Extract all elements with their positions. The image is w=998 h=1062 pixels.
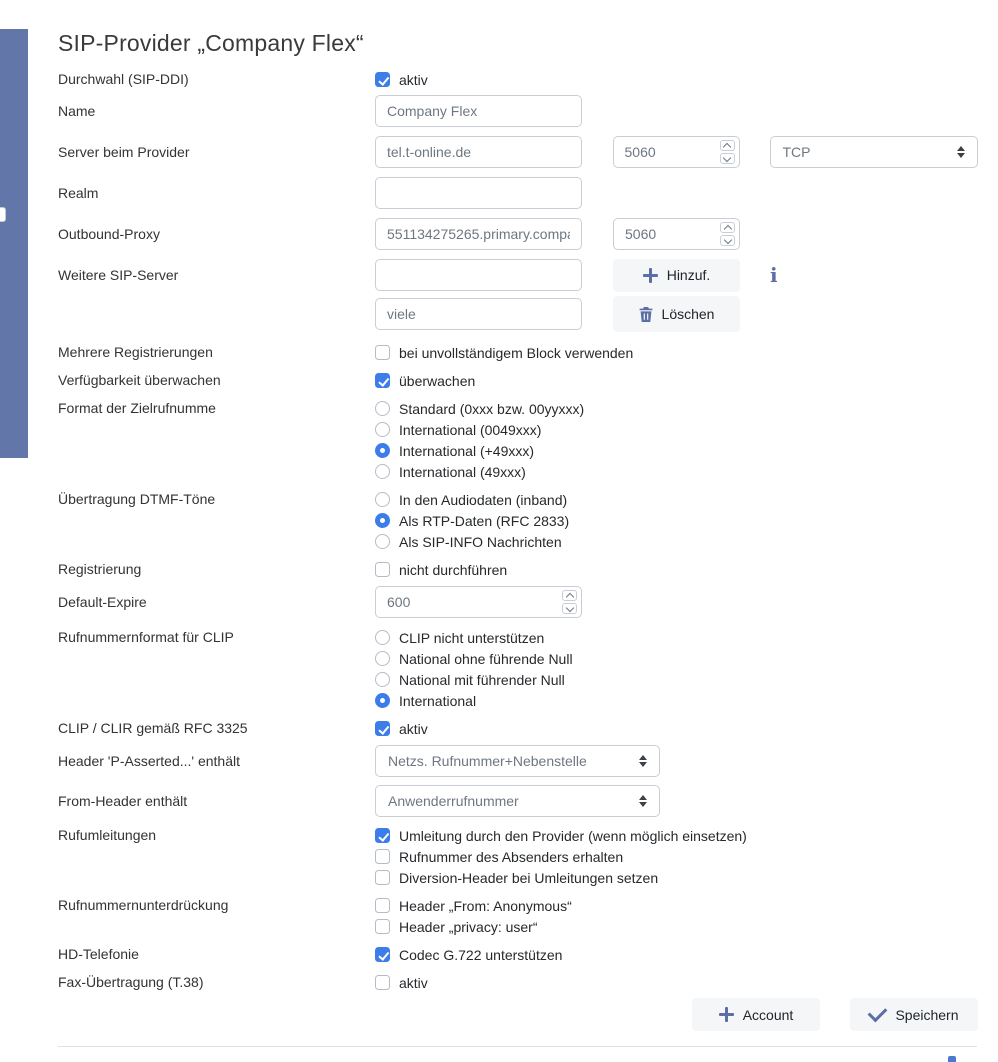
server-protocol-select[interactable] <box>770 136 979 168</box>
registration-label: Registrierung <box>58 561 142 577</box>
spin-down-icon[interactable] <box>562 603 577 614</box>
checkbox-option[interactable] <box>375 846 747 867</box>
clip-format-options <box>375 627 573 711</box>
spin-down-icon[interactable] <box>720 153 735 164</box>
form-row-p-asserted <box>58 745 978 777</box>
radio-option-label: Als SIP-INFO Nachrichten <box>399 533 562 550</box>
outbound-proxy-port-spinner <box>720 222 735 246</box>
hd-telephony-option[interactable] <box>375 944 562 965</box>
radio-option-label: Als RTP-Daten (RFC 2833) <box>399 512 570 529</box>
radio-option[interactable] <box>375 440 584 461</box>
form-row-hd-telephony <box>58 944 978 965</box>
checkmark-icon <box>868 1002 888 1022</box>
call-forwarding-options <box>375 825 747 888</box>
from-header-value: Anwenderrufnummer <box>388 793 519 809</box>
name-label: Name <box>58 103 96 119</box>
account-button-label: Account <box>742 1006 794 1023</box>
cutoff-element-bottom <box>948 1056 956 1062</box>
radio-option[interactable] <box>375 489 569 510</box>
form-row-realm <box>58 177 978 209</box>
call-forwarding-label: Rufumleitungen <box>58 827 157 843</box>
form-row-availability <box>58 370 978 391</box>
availability-label: Verfügbarkeit überwachen <box>58 372 221 388</box>
radio-option[interactable] <box>375 627 573 648</box>
p-asserted-select[interactable] <box>375 745 660 777</box>
radio-control[interactable] <box>375 672 390 687</box>
radio-option-label: CLIP nicht unterstützen <box>399 629 545 646</box>
dtmf-label: Übertragung DTMF-Töne <box>58 491 216 507</box>
form-row-from-header <box>58 785 978 817</box>
form-row-call-forwarding <box>58 825 978 888</box>
radio-option-label: International <box>399 692 477 709</box>
registration-option[interactable] <box>375 559 507 580</box>
radio-control[interactable] <box>375 401 390 416</box>
form-row-name <box>58 95 978 127</box>
sidebar-collapse-handle[interactable] <box>0 207 6 222</box>
spin-up-icon[interactable] <box>720 140 735 151</box>
radio-option-label: International (49xxx) <box>399 463 526 480</box>
ddi-label: Durchwahl (SIP-DDI) <box>58 71 189 87</box>
availability-checkbox[interactable] <box>375 373 390 388</box>
server-port-spinner <box>720 140 735 164</box>
availability-option[interactable] <box>375 370 475 391</box>
form-row-dtmf <box>58 489 978 552</box>
multi-registration-checkbox[interactable] <box>375 345 390 360</box>
radio-option-label: In den Audiodaten (inband) <box>399 491 568 508</box>
sidebar-sliver[interactable] <box>0 29 28 458</box>
checkbox-option[interactable] <box>375 916 572 937</box>
checkbox-option-label: Rufnummer des Absenders erhalten <box>399 848 624 865</box>
radio-option[interactable] <box>375 461 584 482</box>
fax-option[interactable] <box>375 972 428 993</box>
ddi-option-label: aktiv <box>399 71 428 88</box>
realm-input[interactable] <box>375 177 582 209</box>
outbound-proxy-port-field <box>613 218 740 250</box>
checkbox-control[interactable] <box>375 828 390 843</box>
registration-checkbox[interactable] <box>375 562 390 577</box>
fax-option-label: aktiv <box>399 974 428 991</box>
radio-control[interactable] <box>375 651 390 666</box>
form-row-outbound-proxy <box>58 218 978 250</box>
save-button-label: Speichern <box>895 1006 959 1023</box>
radio-control[interactable] <box>375 630 390 645</box>
default-expire-field <box>375 586 582 618</box>
rfc3325-option[interactable] <box>375 718 428 739</box>
select-updown-icon <box>639 795 647 807</box>
server-protocol-value: TCP <box>782 144 811 160</box>
default-expire-label: Default-Expire <box>58 594 147 610</box>
select-updown-icon <box>639 755 647 767</box>
radio-option-label: International (+49xxx) <box>399 442 535 459</box>
radio-control[interactable] <box>375 492 390 507</box>
name-input[interactable] <box>375 95 582 127</box>
server-label: Server beim Provider <box>58 144 190 160</box>
availability-option-label: überwachen <box>399 372 476 389</box>
clip-format-label: Rufnummernformat für CLIP <box>58 629 234 645</box>
dest-number-format-label: Format der Zielrufnumme <box>58 400 216 416</box>
form-row-multi-registration <box>58 342 978 363</box>
account-button[interactable] <box>692 998 820 1031</box>
ddi-option[interactable] <box>375 69 428 90</box>
realm-label: Realm <box>58 185 99 201</box>
hd-telephony-label: HD-Telefonie <box>58 946 139 962</box>
checkbox-option[interactable] <box>375 867 747 888</box>
form-row-more-servers-new <box>58 259 978 291</box>
checkbox-option-label: Header „privacy: user“ <box>399 918 538 935</box>
default-expire-input[interactable] <box>375 586 582 618</box>
form-row-more-servers-existing <box>58 298 978 330</box>
radio-option-label: Standard (0xxx bzw. 00yyxxx) <box>399 400 585 417</box>
page-title: SIP-Provider „Company Flex“ <box>58 30 364 56</box>
default-expire-spinner <box>562 590 577 614</box>
p-asserted-label: Header 'P-Asserted...' enthält <box>58 753 240 769</box>
from-header-label: From-Header enthält <box>58 793 188 809</box>
multi-registration-option-label: bei unvollständigem Block verwenden <box>399 344 634 361</box>
spin-down-icon[interactable] <box>720 235 735 246</box>
delete-server-button[interactable] <box>613 296 740 332</box>
checkbox-control[interactable] <box>375 919 390 934</box>
checkbox-option-label: Diversion-Header bei Umleitungen setzen <box>399 869 659 886</box>
p-asserted-value: Netzs. Rufnummer+Nebenstelle <box>388 753 587 769</box>
server-host-input[interactable] <box>375 136 582 168</box>
radio-option-label: National ohne führende Null <box>399 650 573 667</box>
outbound-proxy-label: Outbound-Proxy <box>58 226 160 242</box>
checkbox-control[interactable] <box>375 898 390 913</box>
form-row-fax <box>58 972 978 993</box>
rfc3325-checkbox[interactable] <box>375 721 390 736</box>
spin-up-icon[interactable] <box>562 590 577 601</box>
radio-option[interactable] <box>375 398 584 419</box>
hd-telephony-option-label: Codec G.722 unterstützen <box>399 946 563 963</box>
radio-option[interactable] <box>375 531 569 552</box>
radio-control[interactable] <box>375 534 390 549</box>
trash-icon <box>639 307 653 322</box>
dest-number-format-options <box>375 398 584 482</box>
more-servers-label: Weitere SIP-Server <box>58 267 179 283</box>
outbound-proxy-input[interactable] <box>375 218 582 250</box>
server-port-field <box>613 136 740 168</box>
form-row-registration <box>58 559 978 580</box>
add-server-button-label: Hinzuf. <box>666 267 711 283</box>
fax-checkbox[interactable] <box>375 975 390 990</box>
checkbox-option-label: Umleitung durch den Provider (wenn möglich einsetzen) <box>399 827 747 844</box>
radio-option[interactable] <box>375 690 573 711</box>
ddi-checkbox[interactable] <box>375 72 390 87</box>
plus-icon <box>643 268 658 283</box>
radio-option[interactable] <box>375 669 573 690</box>
checkbox-option[interactable] <box>375 825 747 846</box>
radio-option-label: National mit führender Null <box>399 671 565 688</box>
radio-control[interactable] <box>375 513 390 528</box>
checkbox-control[interactable] <box>375 870 390 885</box>
radio-control[interactable] <box>375 693 390 708</box>
radio-option-label: International (0049xxx) <box>399 421 542 438</box>
radio-control[interactable] <box>375 422 390 437</box>
plus-icon <box>719 1007 734 1022</box>
form-row-clip-format <box>58 627 978 711</box>
info-icon[interactable]: i <box>770 263 778 287</box>
more-servers-new-input[interactable] <box>375 259 582 291</box>
form-row-rfc3325 <box>58 718 978 739</box>
fax-label: Fax-Übertragung (T.38) <box>58 974 204 990</box>
sip-provider-form <box>58 30 978 1047</box>
form-row-dest-number-format <box>58 398 978 482</box>
multi-registration-option[interactable] <box>375 342 633 363</box>
rfc3325-option-label: aktiv <box>399 720 428 737</box>
save-button[interactable] <box>850 998 978 1031</box>
registration-option-label: nicht durchführen <box>399 561 508 578</box>
checkbox-option-label: Header „From: Anonymous“ <box>399 897 572 914</box>
radio-option[interactable] <box>375 419 584 440</box>
hd-telephony-checkbox[interactable] <box>375 947 390 962</box>
form-row-ddi <box>58 69 978 90</box>
from-header-select[interactable] <box>375 785 660 817</box>
radio-option[interactable] <box>375 648 573 669</box>
radio-control[interactable] <box>375 464 390 479</box>
radio-control[interactable] <box>375 443 390 458</box>
form-actions <box>58 998 978 1031</box>
delete-server-button-label: Löschen <box>661 306 715 322</box>
number-suppression-options <box>375 895 572 937</box>
multi-registration-label: Mehrere Registrierungen <box>58 344 213 360</box>
form-row-server <box>58 136 978 168</box>
radio-option[interactable] <box>375 510 569 531</box>
checkbox-control[interactable] <box>375 849 390 864</box>
form-row-number-suppression <box>58 895 978 937</box>
checkbox-option[interactable] <box>375 895 572 916</box>
rfc3325-label: CLIP / CLIR gemäß RFC 3325 <box>58 720 248 736</box>
add-server-button[interactable] <box>613 259 740 292</box>
select-updown-icon <box>957 146 965 158</box>
dtmf-options <box>375 489 569 552</box>
more-servers-existing-input[interactable] <box>375 298 582 330</box>
form-row-default-expire <box>58 586 978 618</box>
spin-up-icon[interactable] <box>720 222 735 233</box>
footer-divider <box>58 1046 977 1047</box>
number-suppression-label: Rufnummernunterdrückung <box>58 897 229 913</box>
